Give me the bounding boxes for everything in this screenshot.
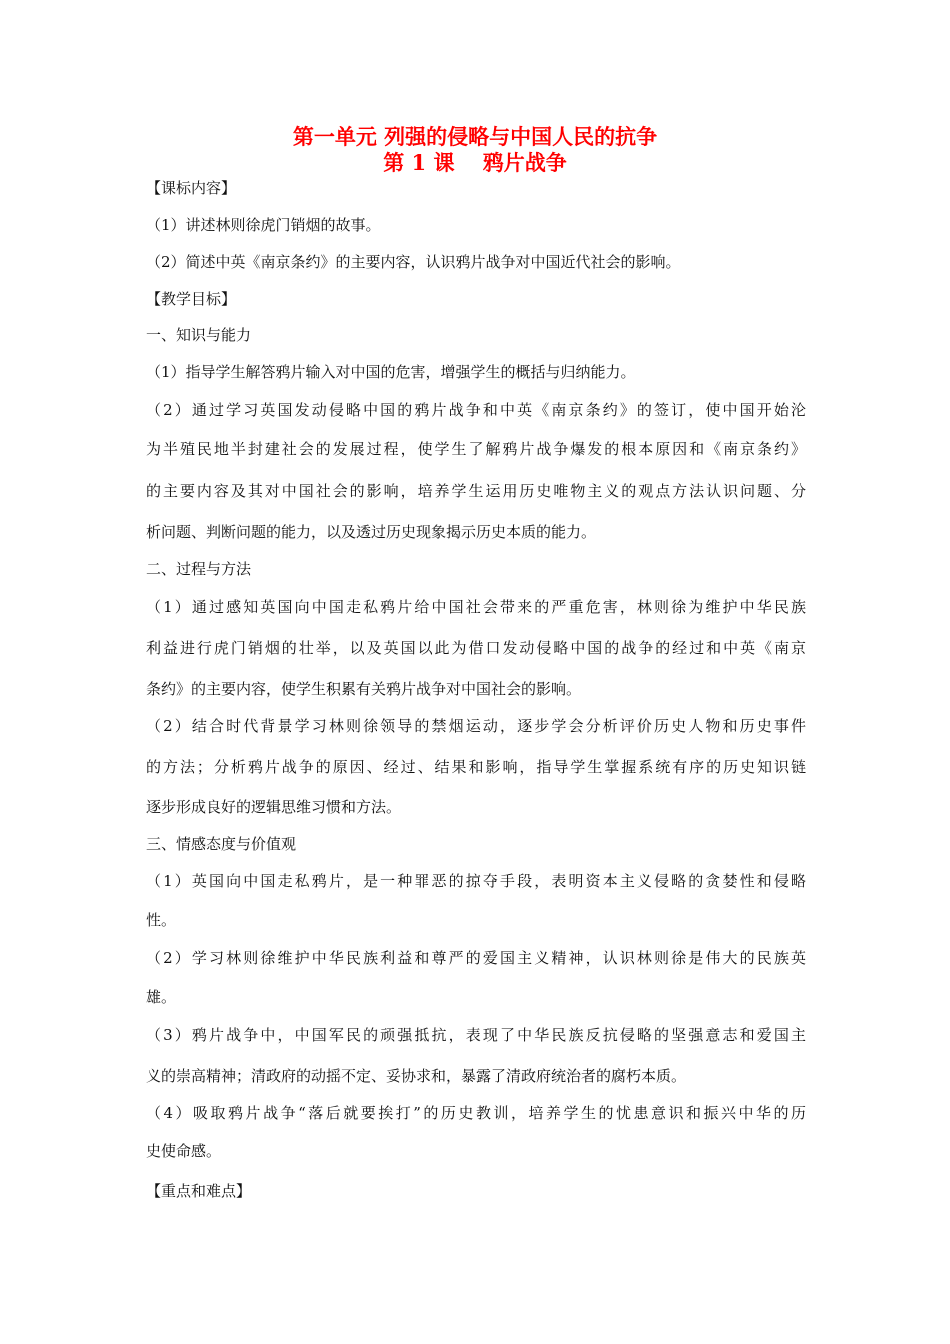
part3-heading: 三、情感态度与价值观 — [146, 835, 297, 853]
standards-item: （1）讲述林则徐虎门销烟的故事。 — [146, 216, 381, 234]
part2-heading: 二、过程与方法 — [146, 560, 252, 578]
part1-heading: 一、知识与能力 — [146, 326, 252, 344]
paragraph-line: 义的崇高精神；清政府的动摇不定、妥协求和，暴露了清政府统治者的腐朽本质。 — [146, 1067, 687, 1085]
standards-item: （2）简述中英《南京条约》的主要内容，认识鸦片战争对中国近代社会的影响。 — [146, 253, 681, 271]
goals-heading: 【教学目标】 — [146, 290, 237, 308]
paragraph-line: 为半殖民地半封建社会的发展过程，使学生了解鸦片战争爆发的根本原因和《南京条约》 — [146, 440, 806, 458]
paragraph-line: 的主要内容及其对中国社会的影响，培养学生运用历史唯物主义的观点方法认识问题、分 — [146, 482, 806, 500]
paragraph-line: 利益进行虎门销烟的壮举，以及英国以此为借口发动侵略中国的战争的经过和中英《南京 — [146, 639, 806, 657]
paragraph-line: （2）学习林则徐维护中华民族利益和尊严的爱国主义精神，认识林则徐是伟大的民族英 — [146, 949, 806, 967]
paragraph-line: （2）通过学习英国发动侵略中国的鸦片战争和中英《南京条约》的签订，使中国开始沦 — [146, 401, 806, 419]
paragraph-line: 条约》的主要内容，使学生积累有关鸦片战争对中国社会的影响。 — [146, 680, 582, 698]
paragraph-line: 雄。 — [146, 988, 177, 1006]
paragraph-line: 的方法；分析鸦片战争的原因、经过、结果和影响，指导学生掌握系统有序的历史知识链 — [146, 758, 806, 776]
standards-heading: 【课标内容】 — [146, 179, 237, 197]
paragraph-line: 性。 — [146, 911, 177, 929]
paragraph-line: 逐步形成良好的逻辑思维习惯和方法。 — [146, 798, 402, 816]
paragraph-line: 史使命感。 — [146, 1142, 222, 1160]
paragraph-line: （1）通过感知英国向中国走私鸦片给中国社会带来的严重危害，林则徐为维护中华民族 — [146, 598, 806, 616]
unit-title: 第一单元 列强的侵略与中国人民的抗争 — [292, 124, 658, 149]
paragraph-line: （4）吸取鸦片战争“落后就要挨打”的历史教训，培养学生的忧患意识和振兴中华的历 — [146, 1104, 806, 1122]
paragraph-line: （1）指导学生解答鸦片输入对中国的危害，增强学生的概括与归纳能力。 — [146, 363, 636, 381]
paragraph-line: （1）英国向中国走私鸦片，是一种罪恶的掠夺手段，表明资本主义侵略的贪婪性和侵略 — [146, 872, 806, 890]
key-points-heading: 【重点和难点】 — [146, 1182, 252, 1200]
paragraph-line: 析问题、判断问题的能力，以及透过历史现象揭示历史本质的能力。 — [146, 523, 597, 541]
paragraph-line: （2）结合时代背景学习林则徐领导的禁烟运动，逐步学会分析评价历史人物和历史事件 — [146, 717, 806, 735]
lesson-title: 第 1 课 鸦片战争 — [383, 150, 567, 175]
paragraph-line: （3）鸦片战争中，中国军民的顽强抵抗，表现了中华民族反抗侵略的坚强意志和爱国主 — [146, 1026, 806, 1044]
